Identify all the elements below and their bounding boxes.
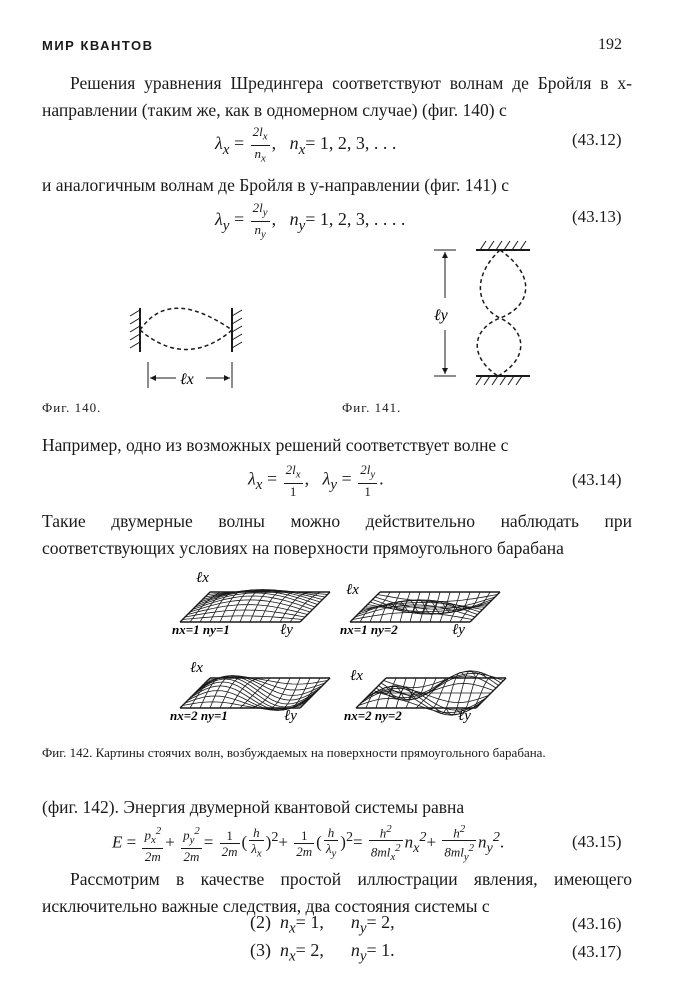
equation-number-43-14: (43.14) [572, 470, 622, 489]
panel-1-lx: ℓx [196, 570, 209, 586]
figure-141-drawing [430, 238, 540, 388]
figure-140-label: ℓx [180, 371, 194, 388]
panel-3-lx: ℓx [190, 660, 203, 676]
page-number: 192 [598, 36, 622, 53]
panel-2-lx: ℓx [346, 582, 359, 598]
equation-43-15: E = $\frac{p_x^2}{2m}$ + $\frac{p_y^2}{2m}$ = $\frac{1}{2m}$ ( $\frac{h}{\lambda_x}$ )$^2$+ $\frac{1}{2m}$ ( $\frac{h}{\lambda_y}$ )$^2$= $\frac{h^2}{8ml_x^2}$ $n_x^2+$ $\frac{h^2}{8ml_y^2}$ $n_y^2$. [112, 823, 505, 864]
panel-1-ly: ℓy [280, 622, 293, 638]
drum-mesh-3 [180, 676, 330, 711]
figure-140-drawing [120, 296, 250, 396]
equation-43-14: $\lambda_x$ = $\frac{2l_x}{1}$ , $\lambda_y$ = $\frac{2l_y}{1}$ . [248, 462, 384, 499]
equation-number-43-12: (43.12) [572, 130, 622, 149]
equation-number-43-16: (43.16) [572, 914, 622, 933]
figure-141-caption: Фиг. 141. [342, 400, 402, 415]
drum-mesh-2 [350, 592, 500, 622]
panel-4-lx: ℓx [350, 668, 363, 684]
equation-43-12: $\lambda_x$ = $\frac{2l_x}{n_x}$ , $n_x= 1$, 2, 3, . . . [215, 124, 397, 165]
paragraph-3: Например, одно из возможных решений соответствует волне с [42, 435, 509, 455]
panel-4-modes: nx=2 ny=2 [344, 708, 402, 723]
panel-2-modes: nx=1 ny=2 [340, 622, 398, 637]
figure-141-label: ℓy [434, 307, 448, 324]
equation-43-13: $\lambda_y$ = $\frac{2l_y}{n_y}$ , $n_y= 1$, 2, 3, . . . . [215, 200, 406, 241]
equation-43-16: (2) $n_x= 1$, $n_y= 2$, [250, 912, 395, 937]
panel-4-ly: ℓy [458, 708, 471, 724]
equation-number-43-15: (43.15) [572, 832, 622, 851]
figure-142-drawing [160, 560, 520, 732]
drum-mesh-1 [180, 590, 330, 622]
equation-43-17: (3) $n_x= 2$, $n_y= 1$. [250, 940, 395, 965]
running-title: МИР КВАНТОВ [42, 38, 154, 53]
panel-3-modes: nx=2 ny=1 [170, 708, 228, 723]
paragraph-2: и аналогичным волнам де Бройля в y-направлении (фиг. 141) с [42, 175, 509, 195]
paragraph-1: Решения уравнения Шредингера соответствуют волнам де Бройля в x-направлении (таким же, как в одномерном случае) (фиг. 140) с [42, 73, 632, 120]
equation-number-43-13: (43.13) [572, 207, 622, 226]
paragraph-6: Рассмотрим в качестве простой иллюстрации явления, имеющего исключительно важные следствия, два состояния системы с [42, 869, 632, 916]
panel-3-ly: ℓy [284, 708, 297, 724]
figure-140-caption: Фиг. 140. [42, 400, 102, 415]
equation-number-43-17: (43.17) [572, 942, 622, 961]
paragraph-4: Такие двумерные волны можно действительно наблюдать при соответствующих условиях на поверхности прямоугольного барабана [42, 511, 632, 558]
panel-2-ly: ℓy [452, 622, 465, 638]
figure-142-caption: Фиг. 142. Картины стоячих волн, возбуждаемых на поверхности прямоугольного барабана. [42, 745, 546, 760]
panel-1-modes: nx=1 ny=1 [172, 622, 230, 637]
figure-142-labels [170, 570, 471, 724]
paragraph-5: (фиг. 142). Энергия двумерной квантовой системы равна [42, 797, 465, 817]
